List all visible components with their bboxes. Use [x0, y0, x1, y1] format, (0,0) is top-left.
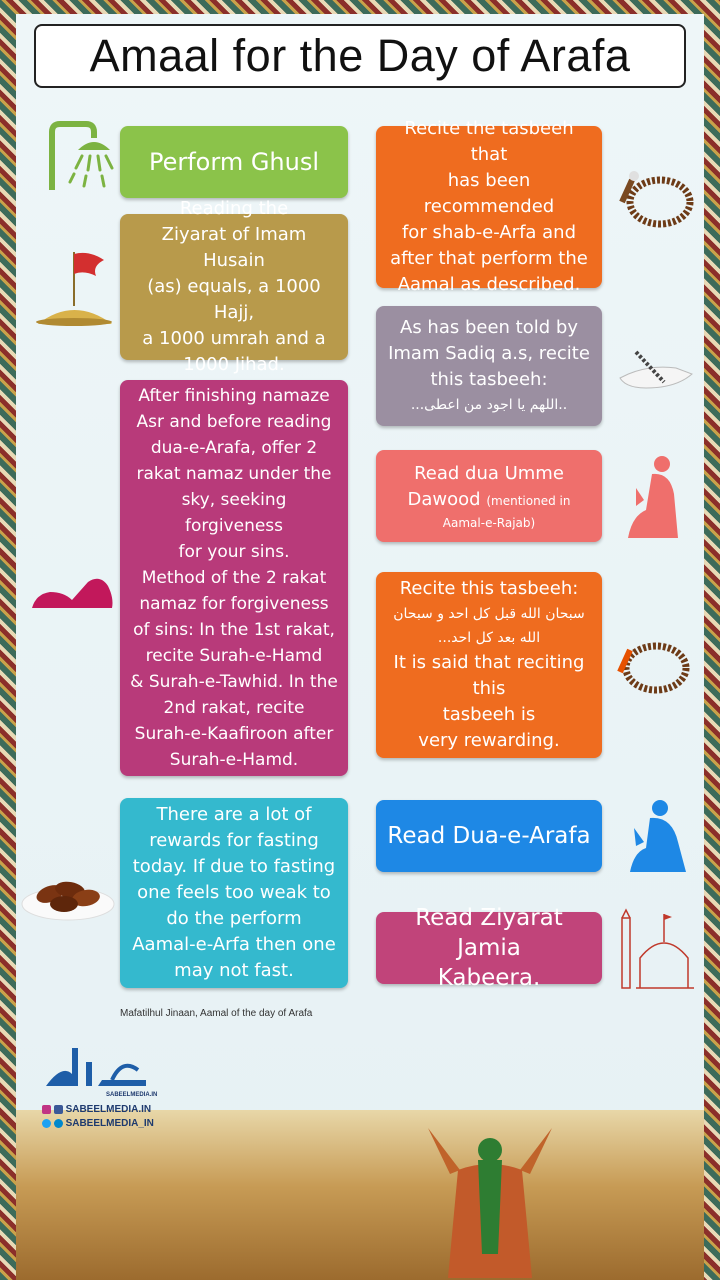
card-line: one feels too weak to — [137, 882, 331, 903]
perform-ghusl-card — [120, 126, 348, 198]
fasting-card — [120, 798, 348, 988]
telegram-icon — [54, 1119, 63, 1128]
ziyarat-husain-card — [120, 198, 348, 375]
card-line: do the perform — [166, 908, 302, 929]
prayer-beads-icon — [610, 632, 694, 702]
card-line: rewards for fasting — [149, 830, 319, 851]
card-line: 2nd rakat, recite — [163, 698, 305, 718]
card-line: for your sins. — [178, 542, 290, 562]
instagram-facebook-handle — [42, 1104, 151, 1115]
card-line: for shab-e-Arfa and — [401, 222, 577, 243]
card-line: 1000 Jihad. — [183, 354, 285, 375]
card-line: Aamal-e-Arfa then one — [132, 934, 336, 955]
praying-hands-beads-icon — [616, 348, 696, 392]
praying-man-icon — [626, 798, 690, 874]
card-line: As has been told by — [400, 317, 578, 338]
card-line: Read Ziyarat Jamia — [415, 905, 563, 961]
card-line: Kabeera. — [437, 965, 541, 991]
card-line: very rewarding. — [418, 730, 560, 751]
card-line: today. If due to fasting — [132, 856, 336, 877]
card-line: After finishing namaze — [138, 386, 330, 406]
card-line: tasbeeh is — [442, 704, 536, 725]
shab-e-arfa-tasbeeh-card — [376, 118, 602, 295]
card-line: sky, seeking forgiveness — [181, 490, 287, 536]
shrine-outline-icon — [616, 904, 696, 990]
card-line: Ziyarat of Imam Husain — [161, 224, 307, 271]
source-caption: Mafatilhul Jinaan, Aamal of the day of Arafa — [120, 1008, 313, 1019]
card-line: Surah-e-Hamd. — [169, 750, 299, 770]
card-line: may not fast. — [174, 960, 294, 981]
card-line: has been recommended — [423, 170, 555, 217]
card-line: this tasbeeh: — [430, 369, 548, 390]
twitter-icon — [42, 1119, 51, 1128]
card-line: recite Surah-e-Hamd — [145, 646, 323, 666]
card-line: rakat namaz under the — [136, 464, 332, 484]
card-line: a 1000 umrah and a — [142, 328, 326, 349]
instagram-icon — [42, 1105, 51, 1114]
umme-dawood-card — [376, 450, 602, 542]
prayer-beads-icon — [614, 162, 698, 232]
pilgrim-figure-icon — [420, 1124, 560, 1280]
dates-icon — [20, 864, 116, 924]
card-line: namaz for forgiveness — [139, 594, 329, 614]
ziyarat-jamia-card — [376, 905, 602, 991]
dua-e-arafa-label: Read Dua-e-Arafa — [387, 823, 591, 849]
card-line: Read dua Umme — [414, 462, 564, 484]
prostrating-figure-icon — [28, 562, 118, 612]
card-line: Surah-e-Kaafiroon after — [134, 724, 334, 744]
umme-dawood-note: (mentioned in — [486, 493, 571, 508]
page-title: Amaal for the Day of Arafa — [34, 24, 686, 88]
rewarding-tasbeeh-card — [376, 572, 602, 758]
umme-dawood-title: Dawood — [407, 488, 481, 510]
card-line: Method of the 2 rakat — [141, 568, 327, 588]
card-line: Aamal as described. — [397, 274, 581, 295]
namaz-forgiveness-card — [120, 380, 348, 776]
desert-background — [16, 1110, 704, 1280]
shower-icon — [46, 120, 116, 192]
sabeelmedia-logo-icon — [42, 1044, 148, 1098]
card-line: There are a lot of — [156, 804, 312, 825]
card-line: (as) equals, a 1000 Hajj, — [147, 276, 321, 323]
imam-sadiq-tasbeeh-card — [376, 306, 602, 426]
card-line: & Surah-e-Tawhid. In the — [130, 672, 338, 692]
card-line: after that perform the — [390, 248, 588, 269]
card-line: Imam Sadiq a.s, recite — [388, 343, 590, 364]
arabic-tasbeeh-line: الله بعد كل احد... — [437, 630, 541, 646]
perform-ghusl-label: Perform Ghusl — [148, 148, 320, 176]
arabic-tasbeeh-line: سبحان الله قبل كل احد و سبحان — [393, 606, 585, 622]
infographic-panel — [16, 14, 704, 1280]
card-line: Asr and before reading — [136, 412, 332, 432]
card-line: Recite this tasbeeh: — [399, 578, 579, 599]
card-line: of sins: In the 1st rakat, — [133, 620, 335, 640]
social-handle[interactable]: SABEELMEDIA.IN — [65, 1104, 152, 1115]
arabic-tasbeeh: ..اللهم يا اجود من اعطى... — [410, 397, 568, 413]
umme-dawood-note-2: Aamal-e-Rajab) — [442, 515, 536, 530]
dome-flag-icon — [34, 246, 114, 326]
facebook-icon — [54, 1105, 63, 1114]
social-handle[interactable]: SABEELMEDIA_IN — [65, 1118, 154, 1129]
card-line: dua-e-Arafa, offer 2 — [150, 438, 318, 458]
logo-text: SABEELMEDIA.IN — [106, 1092, 158, 1098]
card-line: It is said that reciting this — [393, 652, 585, 699]
dua-e-arafa-card — [376, 800, 602, 872]
card-line: Recite the tasbeeh that — [404, 118, 574, 165]
praying-woman-icon — [622, 454, 688, 540]
card-line: Reading the — [179, 198, 289, 219]
card-line — [408, 487, 571, 514]
twitter-telegram-handle — [42, 1118, 154, 1129]
